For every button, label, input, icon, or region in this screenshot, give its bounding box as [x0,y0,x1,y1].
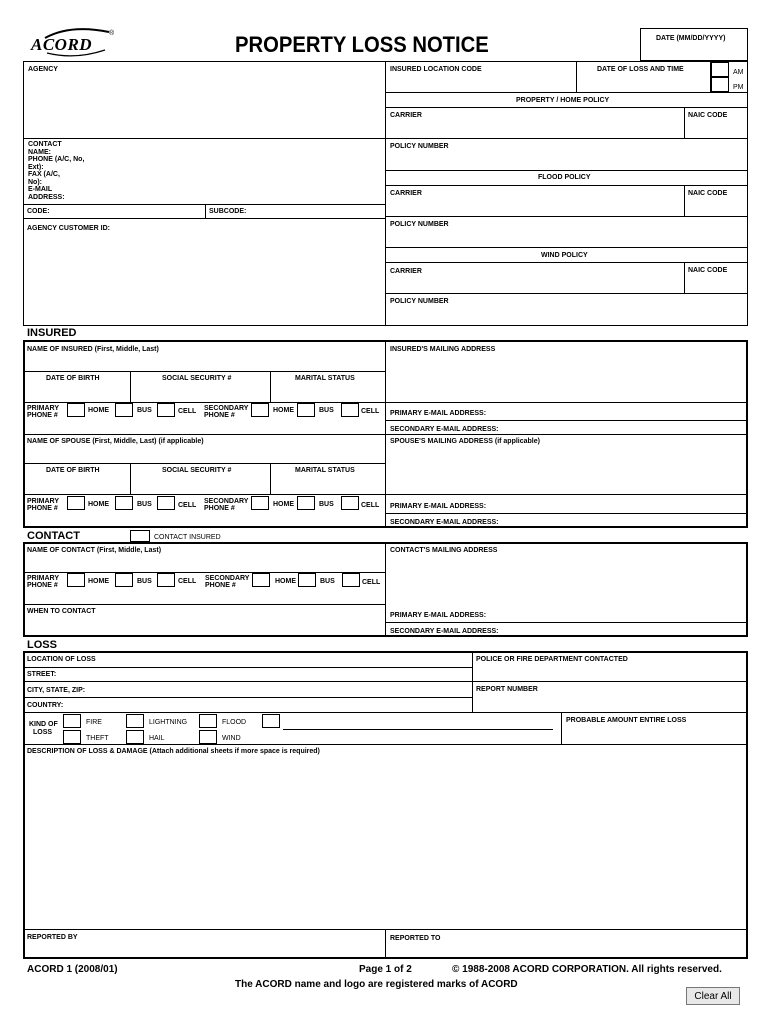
date-field[interactable] [640,28,748,61]
divider [385,262,748,263]
divider [23,434,748,435]
spouse-secondary-phone-label-2: PHONE # [204,505,235,512]
divider [23,681,748,682]
spouse-ssn-label: SOCIAL SECURITY # [162,467,232,474]
spouse-primary-home-checkbox[interactable] [67,496,85,510]
contact-insured-label: CONTACT INSURED [154,534,221,541]
contact-primary-bus-label: BUS [137,578,152,585]
divider [385,92,748,93]
spouse-secondary-cell-label: CELL [361,502,380,509]
spouse-secondary-bus-label: BUS [319,501,334,508]
contact-primary-phone-label: PRIMARY [27,575,60,582]
spouse-primary-bus-checkbox[interactable] [115,496,133,510]
phone-label: PHONE (A/C, No, Ext): [28,156,85,171]
code-label: CODE: [27,208,50,215]
insured-primary-cell-checkbox[interactable] [157,403,175,417]
kind-of-loss-label: KIND OF [29,721,58,728]
contact-primary-home-checkbox[interactable] [67,573,85,587]
clear-all-button[interactable]: Clear All [686,987,740,1005]
spouse-primary-cell-checkbox[interactable] [157,496,175,510]
contact-primary-email-label: PRIMARY E-MAIL ADDRESS: [390,612,487,619]
contact-name-label: NAME OF CONTACT (First, Middle, Last) [27,547,162,554]
divider [684,107,685,138]
flood-naic-label: NAIC CODE [688,190,728,197]
divider [23,697,472,698]
spouse-primary-home-label: HOME [88,501,109,508]
divider [684,185,685,216]
insured-primary-home-checkbox[interactable] [67,403,85,417]
other-loss-input-line[interactable] [283,729,553,730]
divider [385,247,748,248]
insured-secondary-email-label: SECONDARY E-MAIL ADDRESS: [390,426,499,433]
contact-secondary-email-label: SECONDARY E-MAIL ADDRESS: [390,628,499,635]
insured-marital-label: MARITAL STATUS [295,375,355,382]
form-id: ACORD 1 (2008/01) [27,964,118,975]
divider [472,652,473,712]
theft-label: THEFT [86,735,109,742]
contact-secondary-phone-label-2: PHONE # [205,582,236,589]
flood-policy-number-label: POLICY NUMBER [390,221,449,228]
contact-primary-phone-label-2: PHONE # [27,582,58,589]
acord-logo-mark: ® [109,30,115,37]
insured-primary-phone-label: PRIMARY [27,405,60,412]
divider [385,929,386,959]
spouse-primary-email-label: PRIMARY E-MAIL ADDRESS: [390,503,487,510]
contact-secondary-home-label: HOME [275,578,296,585]
divider [385,107,748,108]
property-policy-heading: PROPERTY / HOME POLICY [516,97,610,104]
agency-field[interactable] [24,62,384,138]
insured-secondary-home-label: HOME [273,407,294,414]
flood-label: FLOOD [222,719,247,726]
contact-secondary-bus-checkbox[interactable] [298,573,316,587]
customer-id-label: AGENCY CUSTOMER ID: [27,225,110,232]
flood-policy-heading: FLOOD POLICY [538,174,591,181]
insured-section-heading: INSURED [27,327,77,339]
date-label: DATE (MM/DD/YYYY) [656,35,726,42]
insured-primary-bus-checkbox[interactable] [115,403,133,417]
contact-primary-cell-label: CELL [178,578,197,585]
divider [270,463,271,494]
insured-secondary-bus-checkbox[interactable] [297,403,315,417]
spouse-secondary-email-label: SECONDARY E-MAIL ADDRESS: [390,519,499,526]
fire-label: FIRE [86,719,102,726]
spouse-secondary-cell-checkbox[interactable] [341,496,359,510]
contact-primary-bus-checkbox[interactable] [115,573,133,587]
description-label: DESCRIPTION OF LOSS & DAMAGE (Attach additional sheets if more space is required) [27,748,320,755]
insured-primary-email-label: PRIMARY E-MAIL ADDRESS: [390,410,487,417]
kind-of-loss-label-2: LOSS [33,729,53,736]
divider [23,667,472,668]
insured-primary-cell-label: CELL [178,408,197,415]
divider [130,371,131,402]
divider [23,494,748,495]
property-naic-label: NAIC CODE [688,112,728,119]
trademark-text: The ACORD name and logo are registered marks of ACORD [235,979,518,990]
email-label: E-MAIL ADDRESS: [28,186,65,201]
insured-secondary-phone-label: SECONDARY [204,405,249,412]
hail-checkbox[interactable] [126,730,144,744]
divider [561,712,562,744]
am-checkbox[interactable] [711,62,729,77]
hail-label: HAIL [149,735,165,742]
contact-address-label: CONTACT'S MAILING ADDRESS [390,547,498,554]
insured-secondary-cell-checkbox[interactable] [341,403,359,417]
divider [23,218,385,219]
divider [385,622,748,623]
spouse-primary-cell-label: CELL [178,502,197,509]
insured-name-label: NAME OF INSURED (First, Middle, Last) [27,346,159,353]
wind-checkbox[interactable] [199,730,217,744]
insured-dob-label: DATE OF BIRTH [46,375,100,382]
agency-label: AGENCY [28,66,58,73]
page-title: PROPERTY LOSS NOTICE [235,32,489,57]
wind-naic-label: NAIC CODE [688,267,728,274]
insured-secondary-home-checkbox[interactable] [251,403,269,417]
reported-to-label: REPORTED TO [390,935,441,942]
acord-logo-text: ACORD [31,35,93,54]
lightning-checkbox[interactable] [126,714,144,728]
lightning-label: LIGHTNING [149,719,188,726]
page-number: Page 1 of 2 [359,964,412,975]
spouse-marital-label: MARITAL STATUS [295,467,355,474]
city-state-zip-label: CITY, STATE, ZIP: [27,687,86,694]
property-policy-number-label: POLICY NUMBER [390,143,449,150]
loss-section-heading: LOSS [27,639,57,651]
location-of-loss-label: LOCATION OF LOSS [27,656,96,663]
spouse-secondary-home-checkbox[interactable] [251,496,269,510]
agency-contact-fields[interactable] [24,139,384,203]
probable-amount-label: PROBABLE AMOUNT ENTIRE LOSS [566,717,687,724]
spouse-primary-phone-label: PRIMARY [27,498,60,505]
insured-location-label: INSURED LOCATION CODE [390,66,482,73]
insured-primary-phone-label-2: PHONE # [27,412,58,419]
insured-secondary-phone-label-2: PHONE # [204,412,235,419]
wind-label: WIND [222,735,241,742]
divider [23,712,748,713]
spouse-primary-phone-label-2: PHONE # [27,505,58,512]
contact-secondary-cell-label: CELL [362,579,381,586]
pm-label: PM [733,84,744,91]
acord-logo [25,22,115,60]
spouse-primary-bus-label: BUS [137,501,152,508]
contact-secondary-home-checkbox[interactable] [252,573,270,587]
divider [385,513,748,514]
spouse-secondary-home-label: HOME [273,501,294,508]
spouse-name-label: NAME OF SPOUSE (First, Middle, Last) (if applicable) [27,438,204,445]
divider [270,371,271,402]
spouse-address-label: SPOUSE'S MAILING ADDRESS (if applicable) [390,438,540,445]
contact-section-heading: CONTACT [27,530,80,542]
report-number-label: REPORT NUMBER [476,686,538,693]
fax-label: FAX (A/C, No): [28,171,60,186]
insured-secondary-cell-label: CELL [361,408,380,415]
description-field[interactable] [24,745,747,928]
spouse-dob-label: DATE OF BIRTH [46,467,100,474]
flood-carrier-label: CARRIER [390,190,422,197]
wind-carrier-label: CARRIER [390,268,422,275]
divider [385,420,748,421]
contact-primary-home-label: HOME [88,578,109,585]
street-label: STREET: [27,671,57,678]
insured-primary-home-label: HOME [88,407,109,414]
divider [576,61,577,92]
insured-primary-bus-label: BUS [137,407,152,414]
divider [130,463,131,494]
contact-secondary-cell-checkbox[interactable] [342,573,360,587]
copyright-text: © 1988-2008 ACORD CORPORATION. All rights reserved. [452,964,722,975]
contact-secondary-bus-label: BUS [320,578,335,585]
property-carrier-label: CARRIER [390,112,422,119]
contact-name-label: CONTACT NAME: [28,141,62,156]
divider [385,216,748,217]
insured-secondary-bus-label: BUS [319,407,334,414]
divider [205,204,206,218]
date-of-loss-label: DATE OF LOSS AND TIME [597,66,684,73]
spouse-secondary-phone-label: SECONDARY [204,498,249,505]
subcode-label: SUBCODE: [209,208,247,215]
divider [385,170,748,171]
divider [23,204,385,205]
reported-by-label: REPORTED BY [27,934,78,941]
flood-checkbox[interactable] [199,714,217,728]
country-label: COUNTRY: [27,702,64,709]
wind-policy-number-label: POLICY NUMBER [390,298,449,305]
spouse-secondary-bus-checkbox[interactable] [297,496,315,510]
divider [684,262,685,293]
fire-checkbox[interactable] [63,714,81,728]
insured-address-label: INSURED'S MAILING ADDRESS [390,346,496,353]
theft-checkbox[interactable] [63,730,81,744]
when-to-contact-label: WHEN TO CONTACT [27,608,96,615]
agency-divider [385,61,386,326]
insured-ssn-label: SOCIAL SECURITY # [162,375,232,382]
divider [385,185,748,186]
contact-primary-cell-checkbox[interactable] [157,573,175,587]
divider [385,138,748,139]
am-label: AM [733,69,744,76]
police-dept-label: POLICE OR FIRE DEPARTMENT CONTACTED [476,656,628,663]
wind-policy-heading: WIND POLICY [541,252,588,259]
pm-checkbox[interactable] [711,77,729,92]
contact-insured-checkbox[interactable] [130,530,150,542]
divider [23,604,385,605]
contact-secondary-phone-label: SECONDARY [205,575,250,582]
divider [385,293,748,294]
other-checkbox[interactable] [262,714,280,728]
divider [23,371,385,372]
divider [23,463,385,464]
